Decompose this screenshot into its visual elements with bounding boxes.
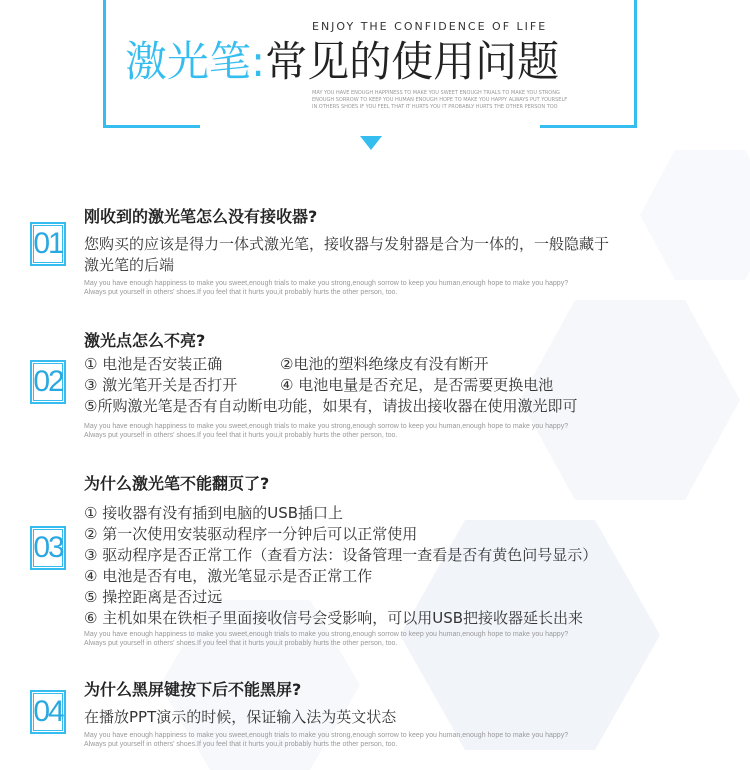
section-number-box [30,526,66,570]
title-colon: : [251,37,266,86]
english-note [84,630,568,648]
english-note [84,279,568,297]
answer-text [84,234,609,276]
english-note-line: Always put yourself in others' shoes.If you feel that it hurts you,it probably hurts the other person, too. [84,432,398,439]
answer-item: ⑤ 操控距离是否过远 [84,588,223,606]
title-product: 激光笔 [125,37,252,86]
section-number: 01 [33,225,63,263]
header-frame-gap [200,124,540,132]
header-subtitle: ENJOY THE CONFIDENCE OF LIFE [312,20,548,33]
answer-line: 您购买的应该是得力一体式激光笔，接收器与发射器是合为一体的，一般隐藏于 [84,235,610,253]
question-title: 激光点怎么不亮? [84,331,206,350]
section-number-box [30,360,66,404]
answer-item: ④ 电池是否有电，激光笔显示是否正常工作 [84,567,373,585]
section-number: 04 [33,693,63,731]
answer-item: ②电池的塑料绝缘皮有没有断开 [280,355,489,373]
question-title: 为什么黑屏键按下后不能黑屏? [84,680,302,699]
english-note-line: May you have enough happiness to make you sweet,enough trials to make you strong,enough sorrow to keep you human,enough hope to make you happy? [84,423,569,430]
page-title [125,36,559,88]
section-number: 03 [33,529,63,567]
answer-text [84,354,577,417]
answer-item: ① 接收器有没有插到电脑的USB插口上 [84,504,344,522]
question-title: 为什么激光笔不能翻页了? [84,474,270,493]
section-number-box [30,690,66,734]
english-note-line: Always put yourself in others' shoes.If you feel that it hurts you,it probably hurts the other person, too. [84,640,398,647]
english-note-line: May you have enough happiness to make you sweet,enough trials to make you strong,enough sorrow to keep you human,enough hope to make you happy? [84,732,569,739]
section-number: 02 [33,363,63,401]
answer-item: ④ 电池电量是否充足，是否需要更换电池 [280,376,554,394]
section-number-box [30,222,66,266]
background-hexagon [640,150,750,280]
english-note [84,422,568,440]
answer-item: 在播放PPT演示的时候，保证输入法为英文状态 [84,708,397,726]
english-note-line: May you have enough happiness to make you sweet,enough trials to make you strong,enough sorrow to keep you human,enough hope to make you happy? [84,631,569,638]
answer-item: ⑥ 主机如果在铁柜子里面接收信号会受影响，可以用USB把接收器延长出来 [84,609,584,627]
header-small-text: MAY YOU HAVE ENOUGH HAPPINESS TO MAKE YOU SWEET ENOUGH TRIALS TO MAKE YOU STRONG ENOUGH SORROW TO KEEP YOU HUMAN ENOUGH HOPE TO MAKE YOU HAPPY ALWAYS PUT YOURSELF IN OTHERS SHOES IF YOU FEEL THAT IT HURTS YOU IT PROBABLY HURTS THE OTHER PERSON TOO [312,90,568,110]
answer-text [84,503,597,629]
title-topic: 常见的使用问题 [265,37,560,86]
answer-item: ③ 驱动程序是否正常工作（查看方法：设备管理一查看是否有黄色问号显示） [84,546,598,564]
english-note [84,731,568,749]
question-title: 刚收到的激光笔怎么没有接收器? [84,207,318,226]
answer-item: ⑤所购激光笔是否有自动断电功能，如果有，请拔出接收器在使用激光即可 [84,397,578,415]
english-note-line: Always put yourself in others' shoes.If you feel that it hurts you,it probably hurts the other person, too. [84,741,398,748]
down-arrow-icon [360,136,382,150]
english-note-line: Always put yourself in others' shoes.If you feel that it hurts you,it probably hurts the other person, too. [84,289,398,296]
answer-line: 激光笔的后端 [84,256,175,274]
answer-text [84,707,396,728]
answer-item: ③ 激光笔开关是否打开 [84,376,238,394]
english-note-line: May you have enough happiness to make you sweet,enough trials to make you strong,enough sorrow to keep you human,enough hope to make you happy? [84,280,569,287]
answer-item: ② 第一次使用安装驱动程序一分钟后可以正常使用 [84,525,418,543]
answer-item: ① 电池是否安装正确 [84,355,223,373]
